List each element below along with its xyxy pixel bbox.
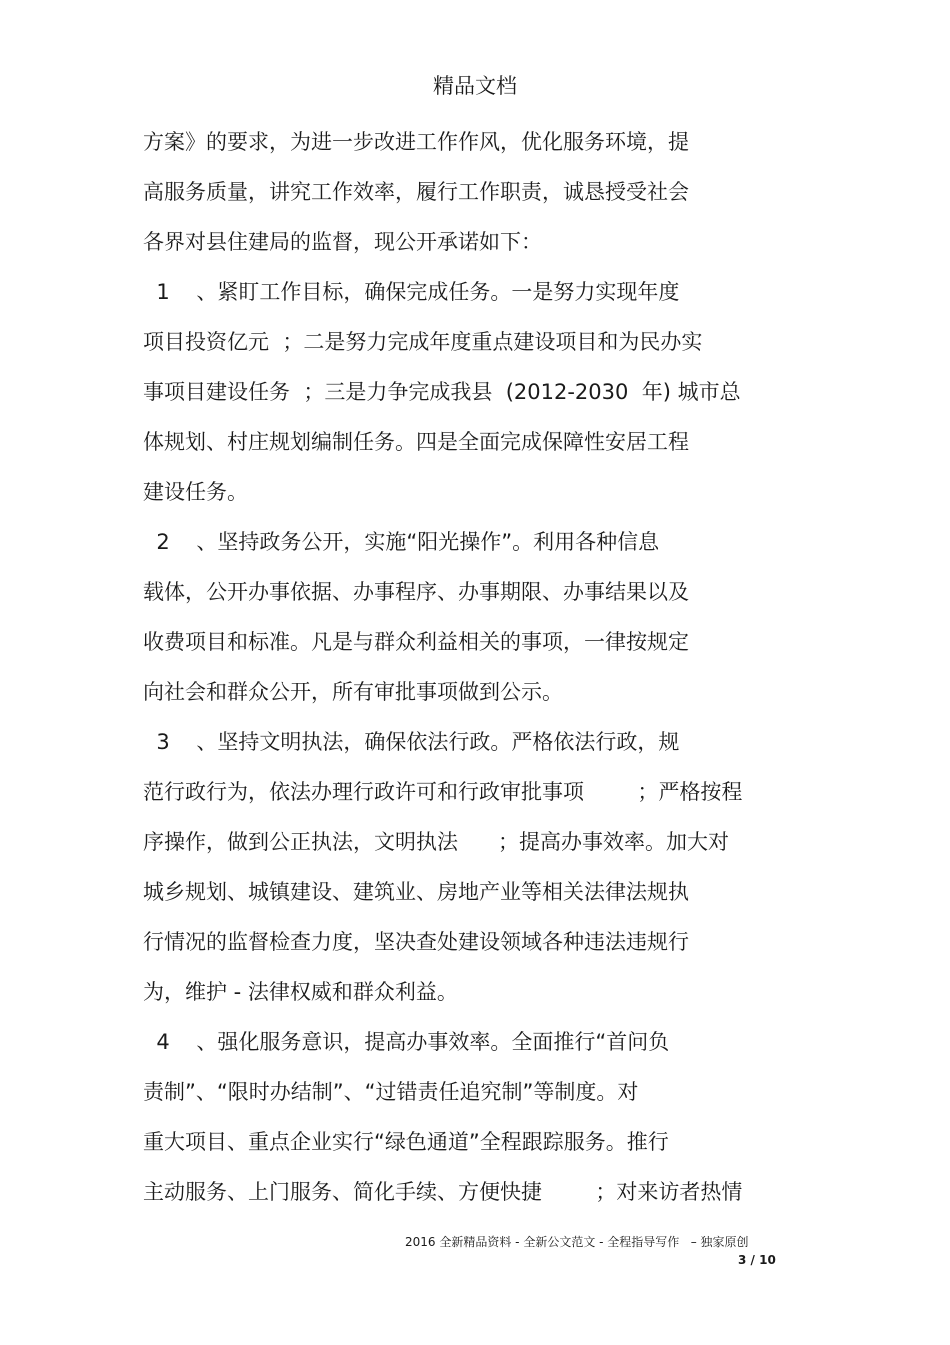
text-line: 城乡规划、城镇建设、建筑业、房地产业等相关法律法规执	[143, 880, 689, 904]
text-line: 3 、坚持文明执法，确保依法行政。严格依法行政，规	[143, 730, 680, 754]
text-line: 2 、坚持政务公开，实施“阳光操作”。利用各种信息	[143, 530, 660, 554]
text-line: 范行政行为，依法办理行政许可和行政审批事项 ；严格按程	[143, 780, 743, 804]
page-header-title: 精品文档	[433, 74, 517, 98]
text-line: 重大项目、重点企业实行“绿色通道”全程跟踪服务。推行	[143, 1130, 669, 1154]
text-line: 责制”、“限时办结制”、“过错责任追究制”等制度。对	[143, 1080, 639, 1104]
text-line: 载体，公开办事依据、办事程序、办事期限、办事结果以及	[143, 580, 689, 604]
footer-note: 2016 全新精品资料 - 全新公文范文 - 全程指导写作 – 独家原创	[405, 1235, 749, 1249]
text-line: 高服务质量，讲究工作效率，履行工作职责，诚恳授受社会	[143, 180, 689, 204]
text-line: 序操作，做到公正执法，文明执法 ；提高办事效率。加大对	[143, 830, 730, 854]
text-line: 项目投资亿元 ；二是努力完成年度重点建设项目和为民办实	[143, 330, 703, 354]
text-line: 各界对县住建局的监督，现公开承诺如下：	[143, 230, 542, 254]
text-line: 收费项目和标准。凡是与群众利益相关的事项，一律按规定	[143, 630, 689, 654]
text-line: 主动服务、上门服务、简化手续、方便快捷 ；对来访者热情	[143, 1180, 743, 1204]
text-line: 1 、紧盯工作目标，确保完成任务。一是努力实现年度	[143, 280, 680, 304]
text-line: 向社会和群众公开，所有审批事项做到公示。	[143, 680, 563, 704]
text-line: 方案》的要求，为进一步改进工作作风，优化服务环境，提	[143, 130, 689, 154]
text-line: 建设任务。	[143, 480, 248, 504]
text-line: 事项目建设任务 ；三是力争完成我县 (2012-2030 年) 城市总	[143, 380, 741, 404]
text-line: 行情况的监督检查力度，坚决查处建设领域各种违法违规行	[143, 930, 689, 954]
page-number: 3 / 10	[738, 1253, 776, 1267]
text-line: 4 、强化服务意识，提高办事效率。全面推行“首问负	[143, 1030, 670, 1054]
text-line: 为，维护 - 法律权威和群众利益。	[143, 980, 458, 1004]
text-line: 体规划、村庄规划编制任务。四是全面完成保障性安居工程	[143, 430, 689, 454]
